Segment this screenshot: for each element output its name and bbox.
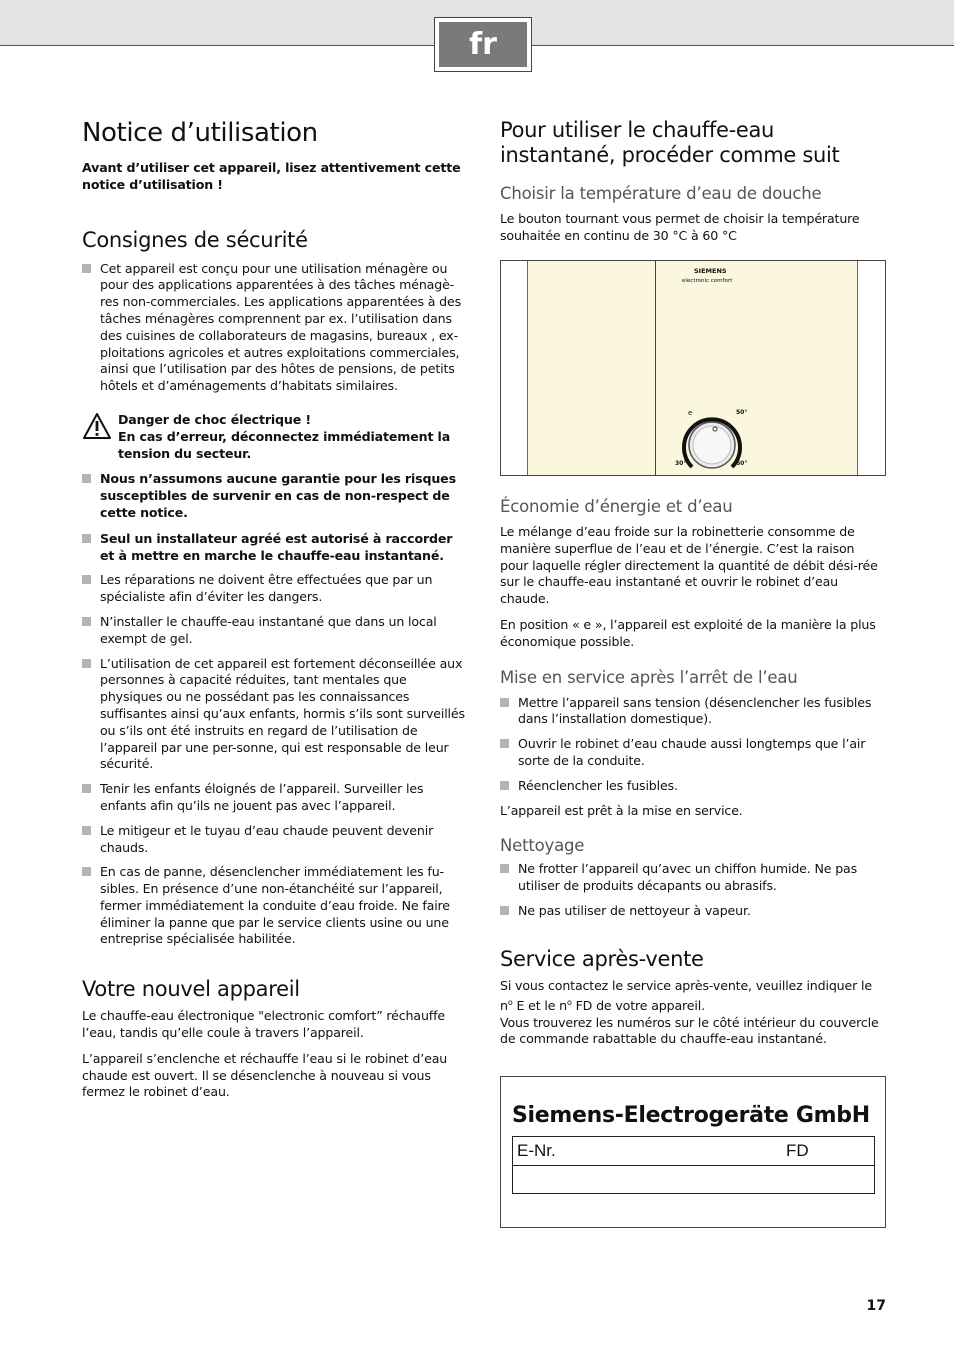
- intro-text: Avant d’utiliser cet appareil, lisez attentivement cette notice d’utilisation !: [82, 160, 461, 192]
- safety-item: Nous n’assumons aucune garantie pour les risques susceptibles de survenir en cas de non-respect de cette notice.: [82, 471, 470, 521]
- cleaning-heading: Nettoyage: [500, 836, 585, 856]
- new-device-heading: Votre nouvel appareil: [82, 977, 300, 1002]
- right-column-lower: [500, 496, 886, 1048]
- safety-item: Le mitigeur et le tuyau d’eau chaude peuvent devenir chauds.: [82, 823, 470, 857]
- restart-note: L’appareil est prêt à la mise en service.: [500, 802, 743, 818]
- warning-triangle-icon: [82, 412, 112, 440]
- right-column: [500, 118, 886, 245]
- restart-item: Réenclencher les fusibles.: [500, 778, 886, 795]
- service-paragraph: Vous trouverez les numéros sur le côté intérieur du couvercle de commande rabattable du chauffe-eau instantané.: [500, 1014, 879, 1047]
- type-plate-illustration: [500, 1076, 886, 1228]
- left-column: [82, 116, 470, 1101]
- model-label: electronic comfort: [682, 278, 733, 284]
- type-plate-title: Siemens-Electrogeräte GmbH: [512, 1103, 870, 1128]
- safety-item: Seul un installateur agréé est autorisé à raccorder et à mettre en marche le chauffe-eau instantané.: [82, 531, 470, 565]
- control-panel-illustration: [500, 260, 886, 476]
- usage-heading: Pour utiliser le chauffe-eau instantané, procéder comme suit: [500, 118, 840, 167]
- language-badge: [434, 17, 532, 72]
- cleaning-item: Ne frotter l’appareil qu’avec un chiffon humide. Ne pas utiliser de produits décapants ou abrasifs.: [500, 861, 886, 895]
- safety-item: N’installer le chauffe-eau instantané que dans un local exempt de gel.: [82, 614, 470, 648]
- restart-list: [500, 695, 886, 795]
- page-number: 17: [866, 1298, 886, 1314]
- safety-item: L’utilisation de cet appareil est fortement déconseillée aux personnes à capacité réduites, tant mentales que physiques ou ne possédant pas les connaissances suffisantes ainsi qu’aux enfants, hormis s’ils sont surveillés ou s’ils ont été instruits en regard de l’utilisation de l’appareil par une per-sonne, qui est responsable de leur sécurité.: [82, 656, 470, 774]
- restart-item: Mettre l’appareil sans tension (désenclencher les fusibles dans l’installation domestique).: [500, 695, 886, 729]
- temperature-heading: Choisir la température d’eau de douche: [500, 184, 822, 203]
- dial-label-50: 50°: [736, 409, 748, 416]
- temperature-dial[interactable]: [680, 413, 744, 473]
- panel-strip-mid: [567, 261, 656, 475]
- safety-list-2: [82, 471, 470, 948]
- safety-item: Tenir les enfants éloignés de l’appareil. Surveiller les enfants afin qu’ils ne jouent pas avec l’appareil.: [82, 781, 470, 815]
- page-title: Notice d’utilisation: [82, 118, 318, 148]
- energy-paragraph: Le mélange d’eau froide sur la robinetterie consomme de manière superflue de l’eau et de l’énergie. C’est la raison pour laquelle régler directement la quantité de débit dési-rée sur le chauffe-eau instantané et ouvrir le robinet d’eau chaude.: [500, 524, 878, 607]
- panel-face: [655, 261, 769, 475]
- safety-list-1: [82, 261, 470, 395]
- service-paragraph: Si vous contactez le service après-vente, veuillez indiquer le $n^o$ E et le $n^o$ FD de votre appareil.: [500, 977, 872, 1013]
- panel-strip-right: [767, 261, 858, 475]
- cleaning-list: [500, 861, 886, 919]
- cleaning-item: Ne pas utiliser de nettoyeur à vapeur.: [500, 903, 886, 920]
- restart-heading: Mise en service après l’arrêt de l’eau: [500, 667, 798, 687]
- new-device-paragraph: Le chauffe-eau électronique "electronic comfort” réchauffe l’eau, tandis qu’elle coule à travers l’appareil.: [82, 1008, 445, 1041]
- energy-paragraph: En position « e », l’appareil est exploité de la manière la plus économique possible.: [500, 616, 876, 649]
- temperature-text: Le bouton tournant vous permet de choisir la température souhaitée en continu de 30 °C à 60 °C: [500, 211, 860, 243]
- safety-item: En cas de panne, désenclencher immédiatement les fu-sibles. En présence d’une non-étanchéité sur l’appareil, fermer immédiatement la conduite d’eau froide. Ne faire éliminer la panne que par le service clients usine ou une entreprise spécialisée habilitée.: [82, 864, 470, 948]
- dial-label-e: e: [688, 409, 693, 417]
- safety-heading: Consignes de sécurité: [82, 227, 308, 252]
- panel-strip-left: [527, 261, 569, 475]
- electric-warning: [82, 412, 470, 462]
- safety-item: Les réparations ne doivent être effectuées que par un spécialiste afin d’éviter les dangers.: [82, 572, 470, 606]
- restart-item: Ouvrir le robinet d’eau chaude aussi longtemps que l’air sorte de la conduite.: [500, 736, 886, 770]
- warning-title: Danger de choc électrique !: [118, 411, 311, 427]
- type-plate-fields: [512, 1136, 875, 1194]
- e-nr-label: E-Nr.: [517, 1141, 556, 1160]
- service-heading: Service après-vente: [500, 946, 704, 971]
- type-plate-row: [513, 1137, 874, 1166]
- dial-label-60: 60°: [736, 460, 748, 467]
- dial-label-30: 30°: [675, 460, 687, 467]
- energy-heading: Économie d’énergie et d’eau: [500, 497, 733, 516]
- fd-label: FD: [786, 1141, 809, 1160]
- new-device-paragraph: L’appareil s’enclenche et réchauffe l’eau si le robinet d’eau chaude est ouvert. Il se désenclenche à nouveau si vous fermez le robinet d’eau.: [82, 1050, 448, 1100]
- safety-item: Cet appareil est conçu pour une utilisation ménagère ou pour des applications apparentées à des tâches ménagè-res non-commerciales. Les applications apparentées à des tâches ménagères comprennent par ex. l’utilisation dans des cuisines de collaborateurs de magasins, bureaux , ex-ploitations agricoles et autres exploitations commerciales, ainsi que l’utilisation par des hôtes de pensions, de petits hôtels et d’aménagements d’habitats similaires.: [82, 261, 470, 395]
- warning-text: En cas d’erreur, déconnectez immédiatement la tension du secteur.: [118, 428, 451, 461]
- brand-label: SIEMENS: [694, 267, 727, 275]
- language-code: fr: [439, 22, 527, 67]
